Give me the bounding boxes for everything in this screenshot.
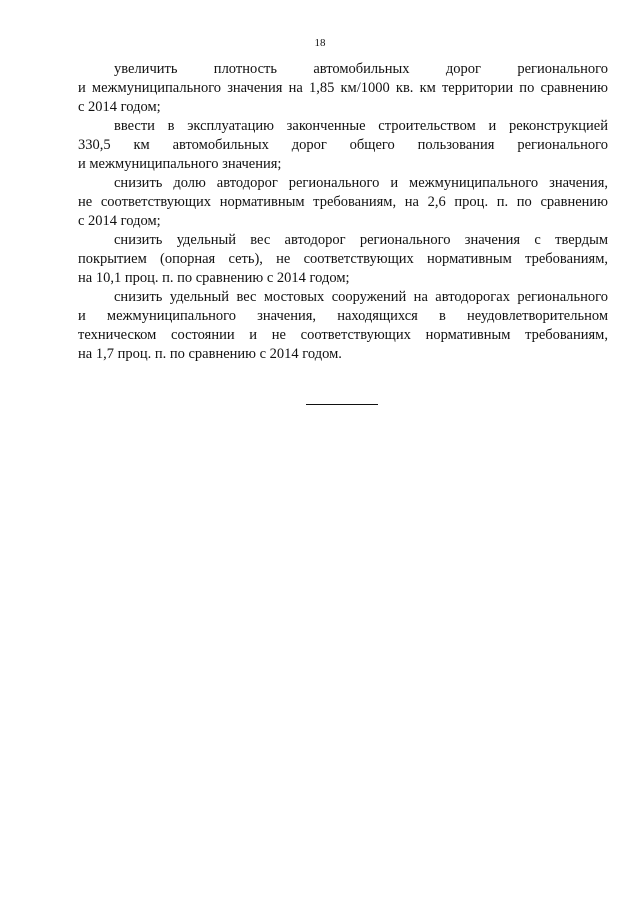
page-number: 18 <box>314 37 326 49</box>
paragraph-line: 330,5 км автомобильных дорог общего пользования регионального <box>78 137 608 153</box>
paragraph-line: на 1,7 проц. п. по сравнению с 2014 годом. <box>78 346 342 362</box>
paragraph-line: снизить удельный вес автодорог регионального значения с твердым <box>114 232 608 248</box>
paragraph-noncompliant-share <box>78 174 608 231</box>
paragraph-line: не соответствующих нормативным требованиям, на 2,6 проц. п. по сравнению <box>78 194 608 210</box>
paragraph-bridge-structures <box>78 288 608 364</box>
paragraph-road-density <box>78 60 608 117</box>
paragraph-line: и межмуниципального значения на 1,85 км/1000 кв. км территории по сравнению <box>78 80 608 96</box>
paragraph-line: ввести в эксплуатацию законченные строительством и реконструкцией <box>114 118 608 134</box>
paragraph-line: с 2014 годом; <box>78 99 161 115</box>
paragraph-line: покрытием (опорная сеть), не соответствующих нормативным требованиям, <box>78 251 608 267</box>
paragraph-line: на 10,1 проц. п. по сравнению с 2014 годом; <box>78 270 350 286</box>
document-body <box>78 60 608 364</box>
paragraph-hard-surface-roads <box>78 231 608 288</box>
paragraph-line: с 2014 годом; <box>78 213 161 229</box>
end-of-text-rule <box>306 404 378 405</box>
paragraph-commissioning <box>78 117 608 174</box>
paragraph-line: и межмуниципального значения, находящихся в неудовлетворительном <box>78 308 608 324</box>
paragraph-line: техническом состоянии и не соответствующих нормативным требованиям, <box>78 327 608 343</box>
paragraph-line: снизить долю автодорог регионального и межмуниципального значения, <box>114 175 608 191</box>
paragraph-line: и межмуниципального значения; <box>78 156 282 172</box>
paragraph-line: увеличить плотность автомобильных дорог регионального <box>114 61 608 77</box>
paragraph-line: снизить удельный вес мостовых сооружений на автодорогах регионального <box>114 289 608 305</box>
